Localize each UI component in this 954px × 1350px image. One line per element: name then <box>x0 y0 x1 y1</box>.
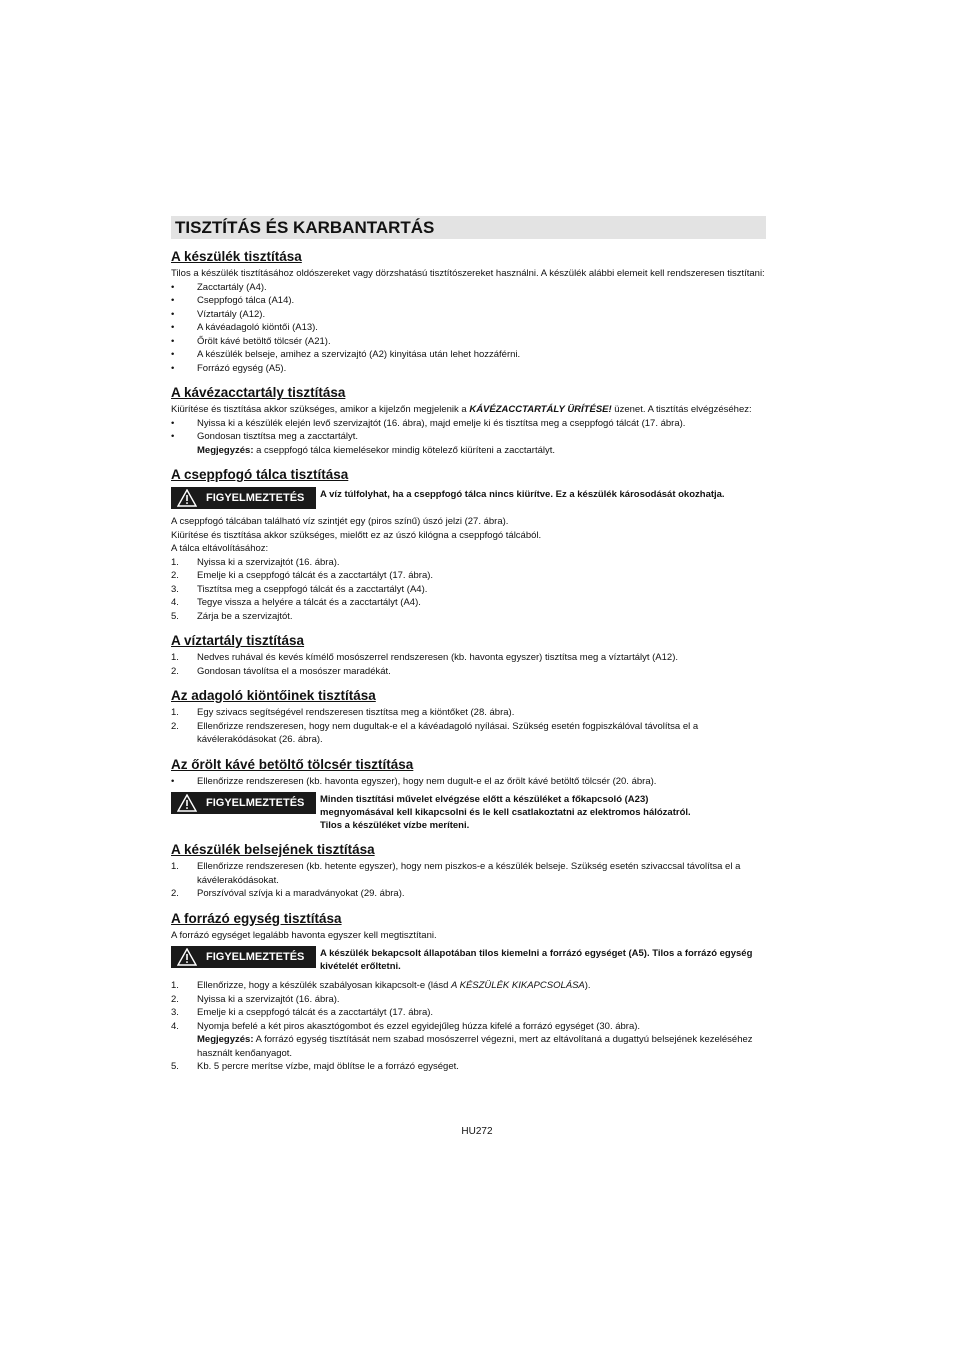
list-item: • Ellenőrizze rendszeresen (kb. havonta egyszer), hogy nem dugult-e el az őrölt kávé betöltő tölcsér (20. ábra). <box>171 775 657 787</box>
section-heading: A készülék tisztítása <box>171 249 302 264</box>
note: Megjegyzés: a cseppfogó tálca kiemelésekor mindig kötelező kiüríteni a zacctartályt. <box>197 444 556 456</box>
numbered-list <box>171 860 766 901</box>
page-content <box>171 216 766 1074</box>
warning-box <box>171 487 766 509</box>
section-heading: A forrázó egység tisztítása <box>171 910 342 926</box>
warning-box <box>171 792 766 832</box>
warning-label: FIGYELMEZTETÉS <box>171 487 316 509</box>
list-item: 1. Nedves ruhával és kevés kímélő mosószerrel rendszeresen (kb. havonta egyszer) tisztítsa meg a víztartályt (A12). <box>171 652 679 663</box>
section-heading: Az őrölt kávé betöltő tölcsér tisztítása <box>171 756 414 772</box>
list-item: • Forrázó egység (A5). <box>171 362 287 374</box>
section-heading: A víztartály tisztítása <box>171 633 305 648</box>
list-item: • A kávéadagoló kiöntői (A13). <box>171 322 318 333</box>
numbered-list <box>171 556 766 624</box>
list-item: 5. Kb. 5 percre merítse vízbe, majd öblítse le a forrázó egységet. <box>171 1061 459 1072</box>
list-item: • Zacctartály (A4). <box>171 281 267 293</box>
numbered-list <box>171 979 766 1074</box>
paragraph: A forrázó egységet legalább havonta egyszer kell megtisztítani. <box>171 929 437 941</box>
section-heading: A cseppfogó tálca tisztítása <box>171 467 349 482</box>
warning-text: Minden tisztítási művelet elvégzése előtt a készüléket a főkapcsoló (A23) megnyomásával kell kikapcsolni és le kell csatlakoztatni az elektromos hálózatról. Tilos a készüléket vízbe meríteni. <box>320 794 691 831</box>
section-heading: A készülék belsejének tisztítása <box>171 842 375 857</box>
numbered-list <box>171 706 766 747</box>
list-item: • Őrölt kávé betöltő tölcsér (A21). <box>171 335 331 347</box>
list-item: 1. Ellenőrizze, hogy a készülék szabályosan kikapcsolt-e (lásd A KÉSZÜLÉK KIKAPCSOLÁSA). <box>171 980 591 991</box>
list-item: 2. Ellenőrizze rendszeresen, hogy nem dugultak-e el a kávéadagoló nyílásai. Szükség esetén fogpiszkálóval távolítsa el a kávélerakódásokat (26. ábra). <box>171 720 699 745</box>
list-item: 4. Nyomja befelé a két piros akasztógombot és ezzel egyidejűleg húzza kifelé a forrázó egységet (30. ábra). Megjegyzés: A forrázó egység tisztítását nem szabad mosószerrel végezni, mert az eltávolítaná a dugattyú belsejének kezeléséhez használt kenőanyagot. <box>171 1020 766 1061</box>
list-item: 4. Tegye vissza a helyére a tálcát és a zacctartályt (A4). <box>171 597 421 608</box>
bullet-list <box>171 417 766 458</box>
paragraph: Kiürítése és tisztítása akkor szükséges, amikor a kijelzőn megjelenik a KÁVÉZACCTARTÁLY ÜRÍTÉSE! üzenet. A tisztítás elvégzéséhez: <box>171 404 752 415</box>
warning-text: A készülék bekapcsolt állapotában tilos kiemelni a forrázó egységet (A5). Tilos a forrázó egység kivételét erőltetni. <box>320 948 753 972</box>
page-title: TISZTÍTÁS ÉS KARBANTARTÁS <box>171 216 766 239</box>
list-item: 2. Porszívóval szívja ki a maradványokat (29. ábra). <box>171 888 405 899</box>
list-item: • A készülék belseje, amihez a szervizajtó (A2) kinyitása után lehet hozzáférni. <box>171 349 521 360</box>
list-item: • Gondosan tisztítsa meg a zacctartályt. Megjegyzés: a cseppfogó tálca kiemelésekor mindig kötelező kiüríteni a zacctartályt. <box>171 430 766 457</box>
warning-box <box>171 946 766 973</box>
warning-triangle-icon <box>177 794 197 812</box>
list-item: • Cseppfogó tálca (A14). <box>171 295 295 306</box>
paragraph: Kiürítése és tisztítása akkor szükséges, mielőtt ez az úszó kilógna a cseppfogó tálcából. <box>171 529 542 541</box>
warning-label: FIGYELMEZTETÉS <box>171 792 316 814</box>
note: Megjegyzés: A forrázó egység tisztítását nem szabad mosószerrel végezni, mert az eltávolítaná a dugattyú belsejének kezeléséhez használt kenőanyagot. <box>197 1034 753 1059</box>
section-heading: A kávézacctartály tisztítása <box>171 385 346 400</box>
list-item: 3. Tisztítsa meg a cseppfogó tálcát és a zacctartályt (A4). <box>171 583 428 595</box>
list-item: • Nyissa ki a készülék elején levő szervizajtót (16. ábra), majd emelje ki és tisztítsa meg a cseppfogó tálcát (17. ábra). <box>171 417 686 429</box>
list-item: 3. Emelje ki a cseppfogó tálcát és a zacctartályt (17. ábra). <box>171 1007 434 1018</box>
paragraph: Tilos a készülék tisztításához oldószereket vagy dörzshatású tisztítószereket használni. A készülék alábbi elemeit kell rendszeresen tisztítani: <box>171 268 765 279</box>
warning-triangle-icon <box>177 489 197 507</box>
list-item: 5. Zárja be a szervizajtót. <box>171 610 293 622</box>
list-item: 2. Emelje ki a cseppfogó tálcát és a zacctartályt (17. ábra). <box>171 570 434 581</box>
paragraph: A cseppfogó tálcában található víz szintjét egy (piros színű) úszó jelzi (27. ábra). <box>171 516 509 527</box>
display-message: KÁVÉZACCTARTÁLY ÜRÍTÉSE! <box>469 404 612 415</box>
paragraph: A tálca eltávolításához: <box>171 543 269 554</box>
warning-triangle-icon <box>177 948 197 966</box>
list-item: 1. Egy szivacs segítségével rendszeresen tisztítsa meg a kiöntőket (28. ábra). <box>171 707 515 718</box>
list-item: 1. Ellenőrizze rendszeresen (kb. hetente egyszer), hogy nem piszkos-e a készülék belseje. Szükség esetén szivaccsal távolítsa el a kávélerakódásokat. <box>171 861 741 886</box>
list-item: 2. Gondosan távolítsa el a mosószer maradékát. <box>171 665 391 677</box>
numbered-list <box>171 651 766 678</box>
warning-label: FIGYELMEZTETÉS <box>171 946 316 968</box>
list-item: 1. Nyissa ki a szervizajtót (16. ábra). <box>171 556 340 568</box>
section-heading: Az adagoló kiöntőinek tisztítása <box>171 688 376 703</box>
bullet-list <box>171 775 766 789</box>
bullet-list <box>171 281 766 376</box>
list-item: • Víztartály (A12). <box>171 308 266 320</box>
warning-text: A víz túlfolyhat, ha a cseppfogó tálca nincs kiürítve. Ez a készülék károsodását okozhatja. <box>320 489 725 500</box>
page-number: HU272 <box>461 1126 493 1137</box>
list-item: 2. Nyissa ki a szervizajtót (16. ábra). <box>171 993 340 1005</box>
